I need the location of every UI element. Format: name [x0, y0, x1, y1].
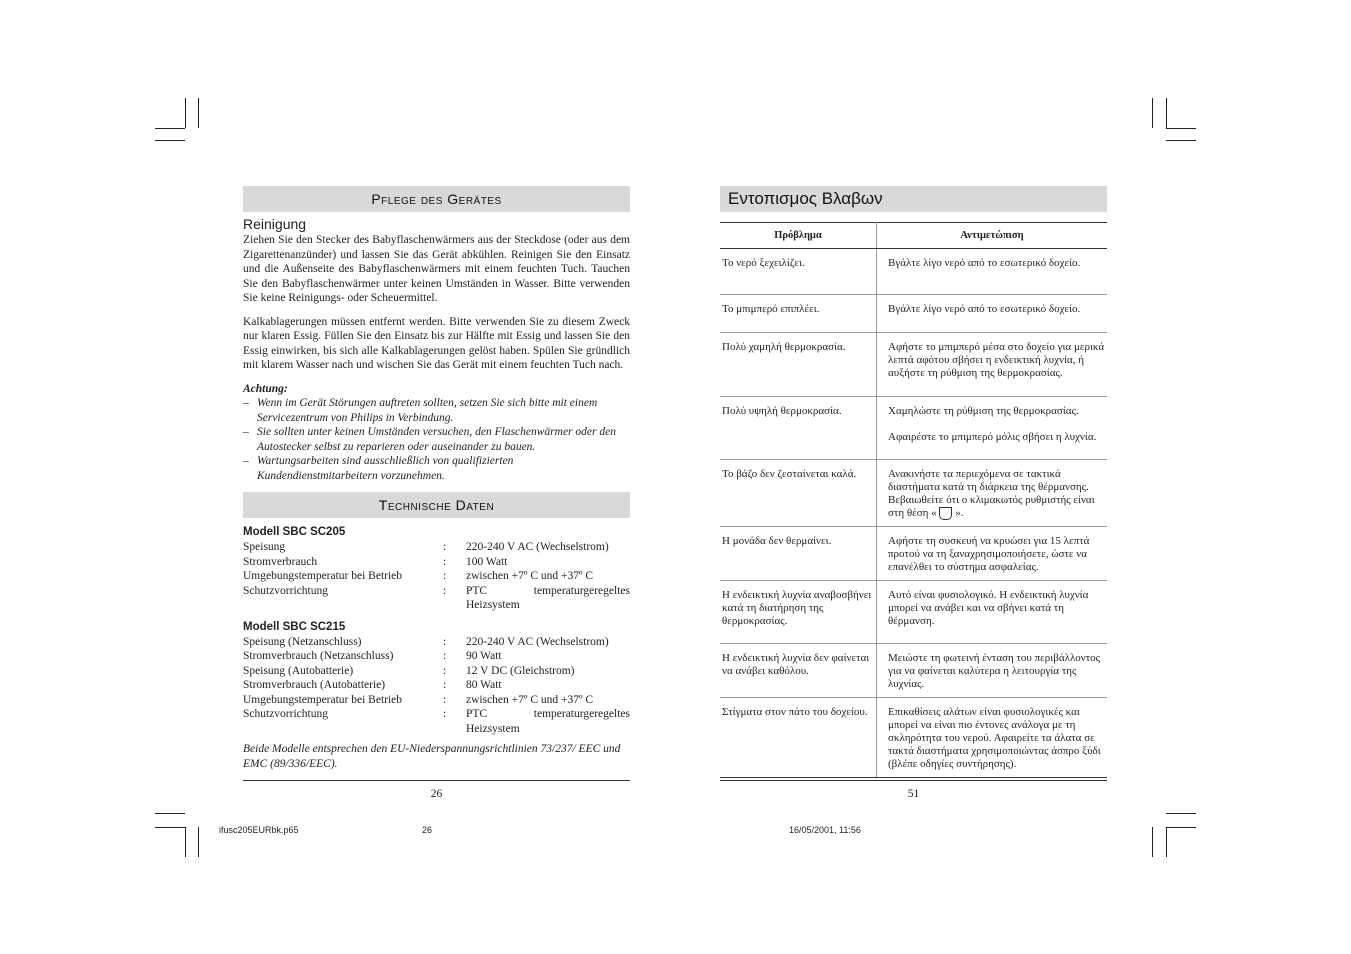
warning-item: – Wenn im Gerät Störungen auftreten sollten, setzen Sie sich bitte mit einem Servicezentrum von Philips in Verbindung. — [243, 397, 598, 424]
solution-cell: Μειώστε τη φωτεινή ένταση του περιβάλλοντος για να φαίνεται καλύτερα η λειτουργία της λυχνίας. — [877, 644, 1108, 698]
spec-row: Schutzvorrichtung : PTC temperaturgeregeltes Heizsystem — [243, 584, 630, 611]
table-row — [720, 397, 1107, 460]
solution-cell: Βγάλτε λίγο νερό από το εσωτερικό δοχείο. — [877, 249, 1108, 295]
solution-cell: Αφήστε το μπιμπερό μέσα στο δοχείο για μερικά λεπτά αφότου σβήσει η ενδεικτική λυχνία, ή αυξήστε τη ρύθμιση της θερμοκρασίας. — [877, 333, 1108, 397]
spec-row: Speisung : 220-240 V AC (Wechselstrom) — [243, 541, 609, 553]
descaling-paragraph: Kalkablagerungen müssen entfernt werden. Bitte verwenden Sie zu diesem Zweck nur klaren Essig. Füllen Sie den Einsatz bis zur Hälfte mit Essig und lassen Sie den Essig einwirken, bis sich alle Kalkablagerungen gelöst haben. Spülen Sie gründlich mit klarem Wasser nach und wischen Sie das Gerät mit einem feuchten Tuch nach. — [243, 315, 630, 371]
crop-mark — [155, 813, 185, 814]
warning-item: – Wartungsarbeiten sind ausschließlich von qualifizierten Kundendienstmitarbeitern vorzunehmen. — [243, 455, 514, 482]
footer-datetime: 16/05/2001, 11:56 — [789, 825, 861, 835]
table-row — [720, 295, 1107, 333]
warning-item: – Sie sollten unter keinen Umständen versuchen, den Flaschenwärmer oder den Autostecker selbst zu reparieren oder auseinander zu bauen. — [243, 426, 616, 453]
spec-row: Speisung (Netzanschluss) : 220-240 V AC (Wechselstrom) — [243, 635, 609, 648]
footer-page: 26 — [422, 825, 433, 835]
table-row — [720, 460, 1107, 527]
crop-mark — [185, 98, 186, 128]
model2-title: Modell SBC SC215 — [243, 620, 346, 633]
problem-cell: Η ενδεικτική λυχνία δεν φαίνεται να ανάβει καθόλου. — [720, 644, 877, 698]
problem-cell: Πολύ υψηλή θερμοκρασία. — [720, 397, 877, 460]
spec-row: Speisung (Autobatterie) : 12 V DC (Gleichstrom) — [243, 664, 575, 677]
spec-row: Umgebungstemperatur bei Betrieb : zwischen +7º C und +37º C — [243, 693, 594, 706]
page-rule — [243, 780, 630, 781]
crop-mark — [155, 128, 185, 129]
model1-title: Modell SBC SC205 — [243, 526, 346, 538]
table-row — [720, 698, 1107, 778]
troubleshooting-heading: Εντοπισμος Βλαβων — [720, 186, 1107, 212]
crop-mark — [1166, 827, 1196, 828]
problem-cell: Στίγματα στον πάτο του δοχείου. — [720, 698, 877, 778]
left-page — [243, 186, 630, 800]
table-row — [720, 249, 1107, 295]
col-solution: Αντιμετώπιση — [877, 223, 1108, 249]
problem-cell: Η μονάδα δεν θερμαίνει. — [720, 527, 877, 581]
problem-cell: Η ενδεικτική λυχνία αναβοσβήνει κατά τη διατήρηση της θερμοκρασίας. — [720, 581, 877, 644]
crop-mark — [155, 827, 185, 828]
table-header-row — [720, 223, 1107, 249]
spec-row: Umgebungstemperatur bei Betrieb : zwischen +7º C und +37º C — [243, 570, 594, 582]
page-number: 51 — [907, 788, 920, 800]
crop-mark — [1166, 128, 1196, 129]
problem-cell: Το βάζο δεν ζεσταίνεται καλά. — [720, 460, 877, 527]
crop-mark — [185, 827, 186, 857]
crop-mark — [1166, 140, 1196, 141]
right-page — [720, 186, 1107, 800]
bottle-warmer-setting-icon — [939, 507, 952, 520]
solution-cell: Αυτό είναι φυσιολογικό. Η ενδεικτική λυχνία μπορεί να ανάβει και να σβήνει κατά τη θέρμανση. — [877, 581, 1108, 644]
tech-heading: Technische Daten — [243, 492, 630, 518]
table-row — [720, 527, 1107, 581]
crop-mark — [1166, 813, 1196, 814]
crop-mark — [155, 140, 185, 141]
table-row — [720, 581, 1107, 644]
cleaning-subheading: Reinigung — [243, 216, 307, 232]
problem-cell: Το μπιμπερό επιπλέει. — [720, 295, 877, 333]
warning-list — [243, 396, 630, 483]
table-row — [720, 333, 1107, 397]
warning-title: Achtung: — [243, 382, 288, 395]
solution-cell: Ανακινήστε τα περιεχόμενα σε τακτικά διαστήματα κατά τη διάρκεια της θέρμανσης. Βεβαιωθείτε ότι ο κλιμακωτός ρυθμιστής είναι στη θέση « ». — [877, 460, 1108, 527]
spec-row: Stromverbrauch : 100 Watt — [243, 555, 508, 568]
solution-cell: Επικαθίσεις αλάτων είναι φυσιολογικές και μπορεί να είναι πιο έντονες ανάλογα με τη σκληρότητα του νερού. Αφαιρείτε τα άλατα σε τακτά διαστήματα χρησιμοποιώντας άσπρο ξύδι (βλέπε οδηγίες συντήρησης). — [877, 698, 1108, 778]
solution-text: Χαμηλώστε τη ρύθμιση της θερμοκρασίας. — [888, 405, 1079, 417]
spec-row: Schutzvorrichtung : PTC temperaturgeregeltes Heizsystem — [243, 708, 630, 735]
crop-mark — [198, 827, 199, 857]
solution-text: Αφαιρέστε το μπιμπερό μόλις σβήσει η λυχνία. — [888, 431, 1097, 443]
footer-filename: ifusc205EURbk.p65 — [219, 825, 299, 835]
crop-mark — [1166, 98, 1167, 128]
crop-mark — [1152, 827, 1153, 857]
problem-cell: Το νερό ξεχειλίζει. — [720, 249, 877, 295]
cleaning-paragraph: Ziehen Sie den Stecker des Babyflaschenwärmers aus der Steckdose (oder aus dem Zigarettenanzünder) und lassen Sie das Gerät abkühlen. Reinigen Sie den Einsatz und die Außenseite des Babyflaschenwärmers mit einem feuchten Tuch. Tauchen Sie den Babyflaschenwärmer unter keinen Umständen in Wasser. Bitte verwenden Sie keine Reinigungs- oder Scheuermittel. — [243, 234, 630, 304]
spec-row: Stromverbrauch (Netzanschluss) : 90 Watt — [243, 650, 502, 662]
problem-cell: Πολύ χαμηλή θερμοκρασία. — [720, 333, 877, 397]
crop-mark — [1166, 827, 1167, 857]
troubleshooting-table — [720, 222, 1107, 778]
col-problem: Πρόβλημα — [720, 223, 877, 249]
solution-cell: Αφήστε τη συσκευή να κρυώσει για 15 λεπτά προτού να τη ξαναχρησιμοποιήσετε, ώστε να επανέλθει το σύστημα ασφαλείας. — [877, 527, 1108, 581]
crop-mark — [198, 98, 199, 128]
solution-cell: Βγάλτε λίγο νερό από το εσωτερικό δοχείο. — [877, 295, 1108, 333]
care-heading: Pflege des Gerätes — [243, 186, 630, 212]
spec-row: Stromverbrauch (Autobatterie) : 80 Watt — [243, 679, 502, 691]
crop-mark — [1152, 98, 1153, 128]
table-row — [720, 644, 1107, 698]
solution-cell — [877, 397, 1108, 460]
page-rule — [720, 780, 1107, 781]
page-number: 26 — [430, 788, 443, 800]
closing-note: Beide Modelle entsprechen den EU-Niederspannungsrichtlinien 73/237/ EEC und EMC (89/336/EEC). — [243, 743, 621, 770]
